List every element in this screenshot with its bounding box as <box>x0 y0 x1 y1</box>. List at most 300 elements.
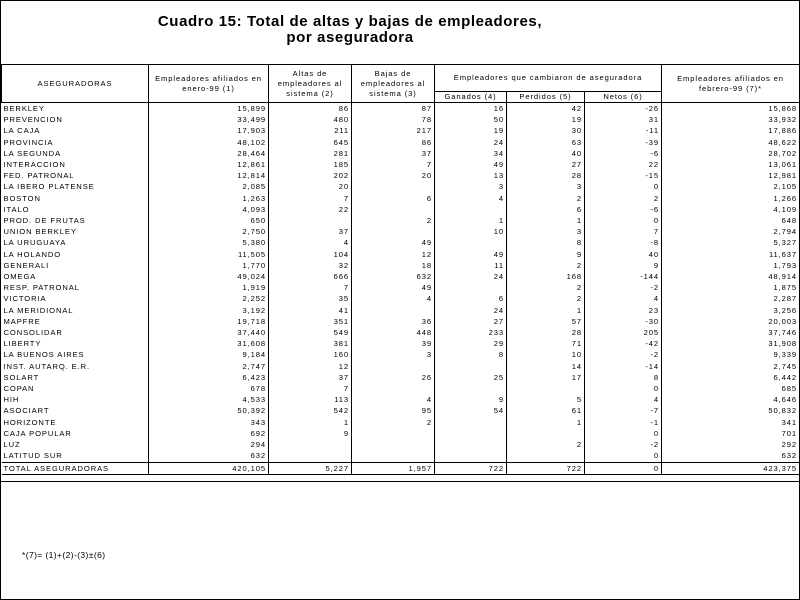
cell-value: 63 <box>507 137 585 148</box>
cell-value: 1,266 <box>662 193 800 204</box>
cell-aseguradora: LATITUD SUR <box>3 451 63 461</box>
cell-aseguradora: LUZ <box>3 440 21 450</box>
cell-value: 292 <box>662 439 800 450</box>
cell-value: 54 <box>435 405 507 416</box>
cell-value: 4,533 <box>149 394 269 405</box>
cell-value: -8 <box>585 237 662 248</box>
cell-value: 28 <box>507 170 585 181</box>
col-header-altas: Altas de empleadores al sistema (2) <box>269 65 352 103</box>
cell-value: 22 <box>585 159 662 170</box>
cell-value: 4 <box>585 293 662 304</box>
cell-value: 2,745 <box>662 361 800 372</box>
cell-value: 281 <box>269 148 352 159</box>
cell-value: 351 <box>269 316 352 327</box>
cell-value: 6 <box>352 193 435 204</box>
cell-value: 24 <box>435 305 507 316</box>
cell-value: 104 <box>269 249 352 260</box>
cell-value: 650 <box>149 215 269 226</box>
cell-value: 13 <box>435 170 507 181</box>
cell-value: 381 <box>269 338 352 349</box>
col-header-afiliados-enero: Empleadores afiliados en enero-99 (1) <box>149 65 269 103</box>
table-row <box>2 293 800 304</box>
cell-value: 11 <box>435 260 507 271</box>
cell-value: 632 <box>662 450 800 462</box>
title-line-1: Cuadro 15: Total de altas y bajas de empleadores, <box>157 13 543 30</box>
cell-value: 1,957 <box>352 462 435 474</box>
cell-value: 211 <box>269 125 352 136</box>
data-table <box>1 64 800 475</box>
table-row <box>2 439 800 450</box>
cell-value: 12,861 <box>149 159 269 170</box>
cell-value <box>435 282 507 293</box>
page-title <box>0 14 700 46</box>
cell-value: -1 <box>585 417 662 428</box>
cell-value: 20,003 <box>662 316 800 327</box>
cell-aseguradora: INST. AUTARQ. E.R. <box>3 361 91 371</box>
cell-value: 2,747 <box>149 361 269 372</box>
title-line-2: por aseguradora <box>286 29 414 46</box>
cell-value <box>435 417 507 428</box>
cell-value: 648 <box>662 215 800 226</box>
cell-aseguradora: HIH <box>3 395 20 405</box>
cell-value: 40 <box>585 249 662 260</box>
cell-value: 24 <box>435 137 507 148</box>
cell-value: 4 <box>269 237 352 248</box>
table-row <box>2 237 800 248</box>
cell-value: 341 <box>662 417 800 428</box>
cell-value: 3 <box>435 181 507 192</box>
cell-value: 42 <box>507 103 585 115</box>
cell-value: 49 <box>435 249 507 260</box>
table-row <box>2 260 800 271</box>
cell-value <box>507 383 585 394</box>
cell-value: 6 <box>507 204 585 215</box>
cell-aseguradora: CAJA POPULAR <box>3 428 72 438</box>
cell-value: 31,608 <box>149 338 269 349</box>
cell-value: 1 <box>435 215 507 226</box>
cell-value: 36 <box>352 316 435 327</box>
table-row <box>2 450 800 462</box>
cell-value: 1,770 <box>149 260 269 271</box>
cell-value <box>352 226 435 237</box>
table-row <box>2 428 800 439</box>
cell-value <box>352 181 435 192</box>
cell-value: -2 <box>585 439 662 450</box>
cell-value: 8 <box>435 349 507 360</box>
cell-value: 37,440 <box>149 327 269 338</box>
cell-value: 27 <box>507 159 585 170</box>
cell-value: 5,327 <box>662 237 800 248</box>
cell-value: 4 <box>585 394 662 405</box>
cell-value: 3 <box>352 349 435 360</box>
cell-value: 12 <box>269 361 352 372</box>
cell-value: 19 <box>435 125 507 136</box>
cell-value: 632 <box>149 450 269 462</box>
cell-value: 40 <box>507 148 585 159</box>
cell-value: 9 <box>585 260 662 271</box>
cell-value: 49 <box>352 282 435 293</box>
cell-value <box>269 450 352 462</box>
cell-value: 2,794 <box>662 226 800 237</box>
cell-value: 6 <box>435 293 507 304</box>
cell-value: 15,868 <box>662 103 800 115</box>
cell-aseguradora: VICTORIA <box>3 294 47 304</box>
cell-value: 217 <box>352 125 435 136</box>
table-row <box>2 137 800 148</box>
cell-value: 20 <box>352 170 435 181</box>
cell-value <box>269 215 352 226</box>
cell-value: 49 <box>435 159 507 170</box>
col-header-afiliados-febrero: Empleadores afiliados en febrero-99 (7)* <box>662 65 800 103</box>
cell-value: 17 <box>507 372 585 383</box>
cell-aseguradora: LA HOLANDO <box>3 249 62 259</box>
col-header-cambiaron: Empleadores que cambiaron de aseguradora <box>435 65 662 92</box>
cell-value: 4 <box>352 293 435 304</box>
cell-value: 7 <box>269 383 352 394</box>
cell-value <box>269 439 352 450</box>
cell-value <box>352 450 435 462</box>
cell-value <box>507 450 585 462</box>
table-bottom-rule <box>1 481 799 482</box>
table-row <box>2 349 800 360</box>
cell-value: 19 <box>507 114 585 125</box>
table-row <box>2 383 800 394</box>
col-header-aseguradoras: ASEGURADORAS <box>2 65 149 103</box>
cell-aseguradora: GENERALI <box>3 260 50 270</box>
cell-value: 33,499 <box>149 114 269 125</box>
cell-value <box>352 439 435 450</box>
cell-value: -6 <box>585 204 662 215</box>
cell-value: 4 <box>352 394 435 405</box>
cell-value: 1 <box>269 417 352 428</box>
cell-value <box>507 428 585 439</box>
table-row <box>2 282 800 293</box>
cell-value: 294 <box>149 439 269 450</box>
cell-value <box>435 361 507 372</box>
cell-value: 37,746 <box>662 327 800 338</box>
cell-value: 37 <box>269 226 352 237</box>
cell-aseguradora: PROVINCIA <box>3 137 54 147</box>
table-row <box>2 226 800 237</box>
table-row <box>2 405 800 416</box>
cell-value: 31,908 <box>662 338 800 349</box>
cell-aseguradora: FED. PATRONAL <box>3 171 75 181</box>
col-header-netos: Netos (6) <box>585 92 662 103</box>
cell-value: 34 <box>435 148 507 159</box>
cell-value: 4,109 <box>662 204 800 215</box>
cell-value: 343 <box>149 417 269 428</box>
cell-value: 2 <box>507 439 585 450</box>
table-row <box>2 271 800 282</box>
cell-value: 95 <box>352 405 435 416</box>
cell-value: 632 <box>352 271 435 282</box>
cell-value: 420,105 <box>149 462 269 474</box>
table-row <box>2 125 800 136</box>
cell-value: 10 <box>507 349 585 360</box>
cell-value: 666 <box>269 271 352 282</box>
table-body <box>2 103 800 475</box>
cell-value: 722 <box>507 462 585 474</box>
cell-value <box>352 204 435 215</box>
cell-value <box>435 439 507 450</box>
cell-value: 11,637 <box>662 249 800 260</box>
table-row <box>2 249 800 260</box>
cell-aseguradora: TOTAL ASEGURADORAS <box>2 462 149 474</box>
cell-value <box>435 237 507 248</box>
cell-value: 7 <box>585 226 662 237</box>
cell-value <box>352 305 435 316</box>
cell-value: -42 <box>585 338 662 349</box>
table-row <box>2 114 800 125</box>
cell-value: -14 <box>585 361 662 372</box>
cell-aseguradora: PROD. DE FRUTAS <box>3 216 86 226</box>
table-row <box>2 338 800 349</box>
cell-value: -15 <box>585 170 662 181</box>
cell-value: -26 <box>585 103 662 115</box>
cell-value: 2 <box>507 260 585 271</box>
table-row <box>2 305 800 316</box>
cell-value: 50,392 <box>149 405 269 416</box>
table-row-total <box>2 462 800 474</box>
cell-value: -144 <box>585 271 662 282</box>
cell-value <box>435 204 507 215</box>
cell-value: 423,375 <box>662 462 800 474</box>
cell-aseguradora: LA MERIDIONAL <box>3 305 74 315</box>
cell-value: 701 <box>662 428 800 439</box>
cell-value: 14 <box>507 361 585 372</box>
cell-value: 12,981 <box>662 170 800 181</box>
cell-aseguradora: BOSTON <box>3 193 41 203</box>
cell-value: 7 <box>269 282 352 293</box>
table-row <box>2 193 800 204</box>
cell-value: 0 <box>585 428 662 439</box>
cell-value: 542 <box>269 405 352 416</box>
cell-value: 4,093 <box>149 204 269 215</box>
cell-value: 5 <box>507 394 585 405</box>
cell-value <box>352 383 435 394</box>
table-row <box>2 148 800 159</box>
cell-aseguradora: BERKLEY <box>2 103 149 115</box>
cell-value: 26 <box>352 372 435 383</box>
cell-value: 71 <box>507 338 585 349</box>
cell-value: 3,192 <box>149 305 269 316</box>
cell-aseguradora: HORIZONTE <box>3 417 57 427</box>
cell-value: 1,875 <box>662 282 800 293</box>
cell-value: 2 <box>507 193 585 204</box>
cell-value: 39 <box>352 338 435 349</box>
table-row <box>2 417 800 428</box>
cell-value: 17,886 <box>662 125 800 136</box>
cell-value: -39 <box>585 137 662 148</box>
table-row <box>2 103 800 115</box>
cell-value: 3 <box>507 181 585 192</box>
cell-value: 1,919 <box>149 282 269 293</box>
cell-aseguradora: ASOCIART <box>3 406 50 416</box>
cell-value: -30 <box>585 316 662 327</box>
cell-value: 16 <box>435 103 507 115</box>
table-row <box>2 170 800 181</box>
cell-value: 6,423 <box>149 372 269 383</box>
cell-value <box>352 428 435 439</box>
cell-value: 37 <box>269 372 352 383</box>
cell-value: 8 <box>507 237 585 248</box>
cell-value: 0 <box>585 181 662 192</box>
cell-value: 78 <box>352 114 435 125</box>
cell-value: 35 <box>269 293 352 304</box>
cell-value: 48,102 <box>149 137 269 148</box>
table-row <box>2 361 800 372</box>
cell-value: -2 <box>585 282 662 293</box>
cell-value: 2,750 <box>149 226 269 237</box>
footnote: *(7)= (1)+(2)-(3)±(6) <box>22 550 106 560</box>
cell-value: 13,061 <box>662 159 800 170</box>
cell-value: 448 <box>352 327 435 338</box>
table-row <box>2 215 800 226</box>
cell-value: 28 <box>507 327 585 338</box>
cell-value: 4,646 <box>662 394 800 405</box>
col-header-ganados: Ganados (4) <box>435 92 507 103</box>
cell-aseguradora: OMEGA <box>3 272 37 282</box>
cell-value: 50 <box>435 114 507 125</box>
cell-value: 48,914 <box>662 271 800 282</box>
cell-value: 3 <box>507 226 585 237</box>
cell-value <box>435 450 507 462</box>
cell-value: 32 <box>269 260 352 271</box>
cell-value: 113 <box>269 394 352 405</box>
cell-value: 25 <box>435 372 507 383</box>
cell-value: 49,024 <box>149 271 269 282</box>
cell-value: -11 <box>585 125 662 136</box>
table-row <box>2 316 800 327</box>
cell-value: 50,832 <box>662 405 800 416</box>
cell-aseguradora: SOLART <box>3 372 40 382</box>
cell-value: 49 <box>352 237 435 248</box>
cell-value: 9 <box>435 394 507 405</box>
cell-value: 41 <box>269 305 352 316</box>
cell-value: 168 <box>507 271 585 282</box>
cell-aseguradora: COPAN <box>3 384 35 394</box>
cell-value: 2 <box>352 417 435 428</box>
cell-value: 160 <box>269 349 352 360</box>
cell-value: 2,105 <box>662 181 800 192</box>
cell-value: 19,718 <box>149 316 269 327</box>
cell-value: 2,287 <box>662 293 800 304</box>
cell-value: 2 <box>507 293 585 304</box>
cell-value: 5,380 <box>149 237 269 248</box>
cell-value: 22 <box>269 204 352 215</box>
cell-value: 722 <box>435 462 507 474</box>
cell-value: 0 <box>585 383 662 394</box>
cell-value: 4 <box>435 193 507 204</box>
cell-value: -2 <box>585 349 662 360</box>
cell-aseguradora: UNION BERKLEY <box>3 227 77 237</box>
cell-value: 31 <box>585 114 662 125</box>
cell-value: 233 <box>435 327 507 338</box>
cell-value: 37 <box>352 148 435 159</box>
cell-value: 678 <box>149 383 269 394</box>
table-row <box>2 394 800 405</box>
cell-value <box>352 361 435 372</box>
cell-value: 28,464 <box>149 148 269 159</box>
cell-value: 5,227 <box>269 462 352 474</box>
cell-aseguradora: LA URUGUAYA <box>3 238 67 248</box>
table-row <box>2 372 800 383</box>
cell-value: 11,505 <box>149 249 269 260</box>
cell-aseguradora: MAPFRE <box>3 316 41 326</box>
cell-value: 7 <box>352 159 435 170</box>
cell-aseguradora: RESP. PATRONAL <box>3 283 80 293</box>
cell-value: 2 <box>585 193 662 204</box>
cell-value: -6 <box>585 148 662 159</box>
cell-value: 10 <box>435 226 507 237</box>
cell-value: 30 <box>507 125 585 136</box>
cell-value: 28,702 <box>662 148 800 159</box>
cell-value: 185 <box>269 159 352 170</box>
cell-value: 645 <box>269 137 352 148</box>
cell-value: 0 <box>585 450 662 462</box>
cell-value <box>435 428 507 439</box>
cell-value: 27 <box>435 316 507 327</box>
cell-value: 87 <box>352 103 435 115</box>
cell-value: 57 <box>507 316 585 327</box>
cell-value: 18 <box>352 260 435 271</box>
cell-value: 12,814 <box>149 170 269 181</box>
cell-value: 29 <box>435 338 507 349</box>
cell-value: 8 <box>585 372 662 383</box>
cell-aseguradora: LA BUENOS AIRES <box>3 350 85 360</box>
cell-aseguradora: LA IBERO PLATENSE <box>3 182 95 192</box>
cell-value: 6,442 <box>662 372 800 383</box>
cell-value: 1 <box>507 305 585 316</box>
cell-aseguradora: LA CAJA <box>3 126 41 136</box>
cell-value: 33,932 <box>662 114 800 125</box>
cell-value: 23 <box>585 305 662 316</box>
cell-value: 685 <box>662 383 800 394</box>
cell-value <box>435 383 507 394</box>
col-header-perdidos: Perdidos (5) <box>507 92 585 103</box>
cell-value: 9 <box>269 428 352 439</box>
cell-aseguradora: LA SEGUNDA <box>3 148 62 158</box>
cell-value: 86 <box>269 103 352 115</box>
cell-value: 2 <box>507 282 585 293</box>
cell-aseguradora: PREVENCION <box>3 115 63 125</box>
cell-value: -7 <box>585 405 662 416</box>
cell-value: 0 <box>585 462 662 474</box>
cell-value: 202 <box>269 170 352 181</box>
cell-value: 3,256 <box>662 305 800 316</box>
cell-value: 61 <box>507 405 585 416</box>
cell-value: 24 <box>435 271 507 282</box>
table-row <box>2 204 800 215</box>
cell-aseguradora: INTERACCION <box>3 160 66 170</box>
table-row <box>2 327 800 338</box>
cell-value: 1 <box>507 417 585 428</box>
cell-aseguradora: ITALO <box>3 204 30 214</box>
cell-value: 12 <box>352 249 435 260</box>
cell-value: 48,622 <box>662 137 800 148</box>
table-row <box>2 159 800 170</box>
cell-value: 480 <box>269 114 352 125</box>
cell-value: 20 <box>269 181 352 192</box>
cell-value: 15,899 <box>149 103 269 115</box>
cell-value: 0 <box>585 215 662 226</box>
cell-value: 549 <box>269 327 352 338</box>
cell-value: 2,085 <box>149 181 269 192</box>
cell-value: 1,793 <box>662 260 800 271</box>
cell-value: 7 <box>269 193 352 204</box>
cell-aseguradora: CONSOLIDAR <box>3 328 63 338</box>
cell-aseguradora: LIBERTY <box>3 339 42 349</box>
